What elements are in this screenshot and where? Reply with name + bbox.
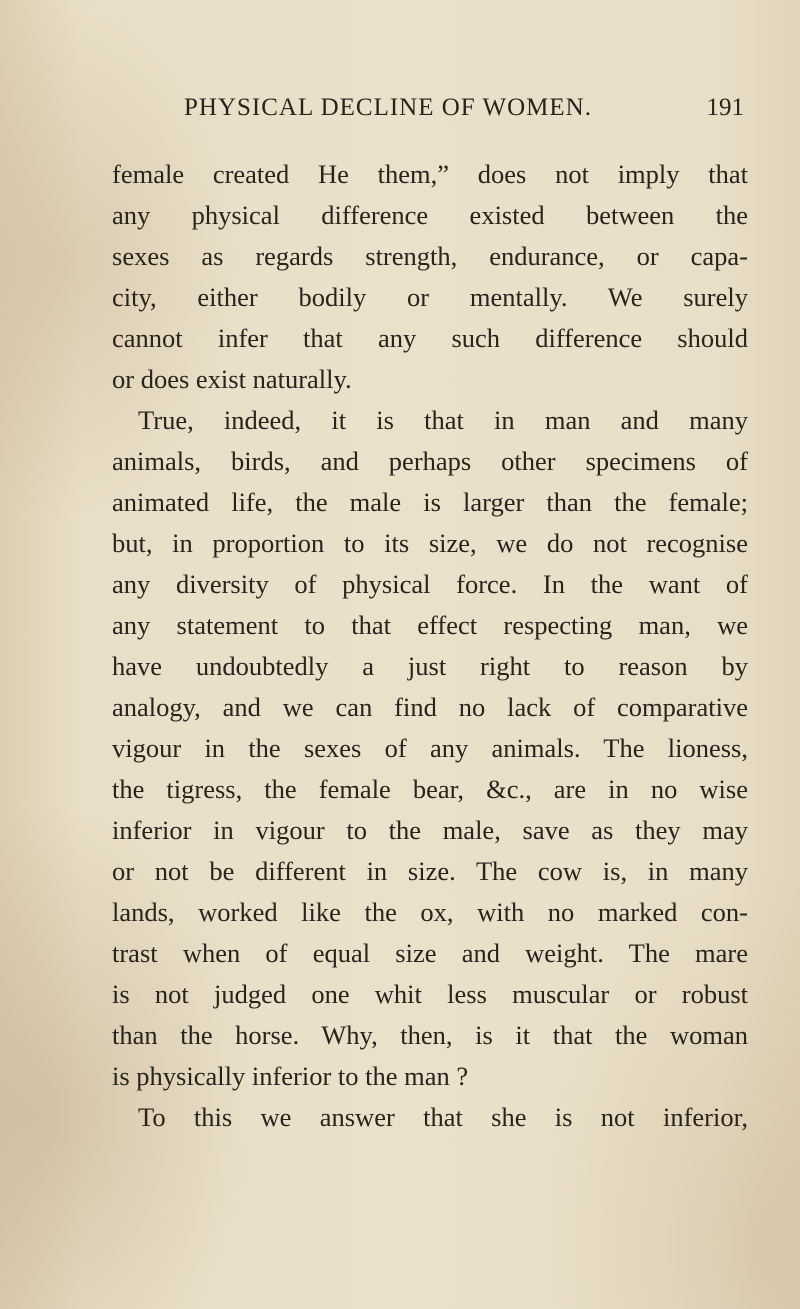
text-line: animated life, the male is larger than the female; [112,487,748,517]
running-title: PHYSICAL DECLINE OF WOMEN. [184,94,592,121]
page-number: 191 [706,94,744,121]
text-line: or not be different in size. The cow is, in many [112,856,748,886]
text-line: any statement to that effect respecting man, we [112,610,748,640]
text-line: any diversity of physical force. In the want of [112,569,748,599]
text-line: analogy, and we can find no lack of comparative [112,692,748,722]
text-line: is physically inferior to the man ? [112,1061,469,1091]
body-text [112,154,748,1138]
running-head [184,88,744,128]
text-line: True, indeed, it is that in man and many [138,405,748,435]
text-line: any physical difference existed between the [112,200,748,230]
text-line: vigour in the sexes of any animals. The lioness, [112,733,748,763]
text-line: female created He them,” does not imply that [112,159,748,189]
text-line: cannot infer that any such difference should [112,323,748,353]
text-line: inferior in vigour to the male, save as they may [112,815,748,845]
text-line: the tigress, the female bear, &c., are in no wise [112,774,748,804]
text-line: have undoubtedly a just right to reason by [112,651,748,681]
text-line: animals, birds, and perhaps other specimens of [112,446,748,476]
text-line: than the horse. Why, then, is it that the woman [112,1020,748,1050]
text-line: trast when of equal size and weight. The mare [112,938,748,968]
text-line: lands, worked like the ox, with no marked con- [112,897,748,927]
text-line: is not judged one whit less muscular or robust [112,979,748,1009]
text-line: or does exist naturally. [112,364,352,394]
text-line: city, either bodily or mentally. We surely [112,282,748,312]
text-line: but, in proportion to its size, we do not recognise [112,528,748,558]
text-line: To this we answer that she is not inferior, [138,1102,748,1132]
text-line: sexes as regards strength, endurance, or capa- [112,241,748,271]
